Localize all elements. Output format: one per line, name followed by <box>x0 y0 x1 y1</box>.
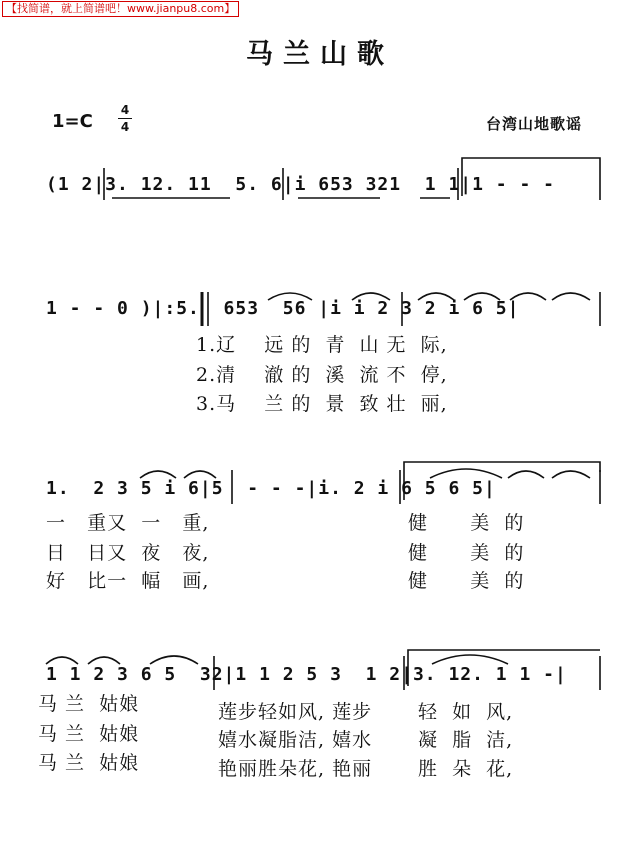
slur <box>184 471 216 478</box>
system-4-lyric-mid-2: 嬉水凝脂洁, 嬉水 <box>218 729 373 751</box>
system-4-lyric-right-1: 轻 如 风, <box>418 701 514 723</box>
song-title: 马兰山歌 <box>246 39 394 70</box>
volta-bracket <box>408 650 600 686</box>
song-source: 台湾山地歌谣 <box>485 115 582 133</box>
system-3-lyric-3: 好 比一 幅 画, <box>46 570 210 592</box>
system-2-notes: 1 - - 0 )|:5. 653 56 |i i 2 3 2 i 6 5| <box>46 298 520 319</box>
slur <box>46 657 78 664</box>
volta-bracket <box>462 158 600 196</box>
system-4-lyric-right-3: 胜 朵 花, <box>418 758 514 780</box>
system-4-lyric-3: 马 兰 姑娘 <box>38 752 140 774</box>
system-2-lyric-1: 1.辽 远 的 青 山 无 际, <box>196 334 448 356</box>
system-3-lyric-right-2: 健 美 的 <box>408 542 525 564</box>
system-4-lyric-1: 马 兰 姑娘 <box>38 693 140 715</box>
system-2-lyric-3: 3.马 兰 的 景 致 壮 丽, <box>196 393 448 415</box>
system-2-lyric-2: 2.清 澈 的 溪 流 不 停, <box>196 364 448 386</box>
system-3-lyric-right-3: 健 美 的 <box>408 570 525 592</box>
slur <box>352 293 390 300</box>
slur <box>150 656 198 664</box>
slur <box>510 293 546 300</box>
key-signature: 1=C <box>52 111 93 132</box>
system-3-lyric-1: 一 重又 一 重, <box>46 512 210 534</box>
volta-bracket <box>404 462 600 500</box>
slur <box>430 469 502 478</box>
system-4-lyric-mid-1: 莲步轻如风, 莲步 <box>218 701 373 723</box>
slur <box>88 657 120 664</box>
site-banner: 【找简谱，就上简谱吧！www.jianpu8.com】 <box>2 1 239 17</box>
system-4-lyric-mid-3: 艳丽胜朵花, 艳丽 <box>218 758 373 780</box>
slur <box>140 471 176 478</box>
system-3-lyric-2: 日 日又 夜 夜, <box>46 542 210 564</box>
system-3-lyric-right-1: 健 美 的 <box>408 512 525 534</box>
system-4-lyric-2: 马 兰 姑娘 <box>38 723 140 745</box>
system-4-lyric-right-2: 凝 脂 洁, <box>418 729 514 751</box>
system-3-notes: 1. 2 3 5 i 6|5 - - -|i. 2 i 6 5 6 5| <box>46 478 496 499</box>
time-signature-bottom: 4 <box>120 120 130 134</box>
slur <box>418 293 454 300</box>
slur <box>268 293 312 300</box>
slur <box>464 293 500 300</box>
time-signature-top: 4 <box>120 103 130 117</box>
slur <box>508 471 544 478</box>
system-1-notes: (1 2|3. 12. 11 5. 6|i 653 321 1 1|1 - - - <box>46 174 555 195</box>
slur <box>432 655 508 664</box>
system-4-notes: 1 1 2 3 6 5 32|1 1 2 5 3 1 2|3. 12. 1 1 -| <box>46 664 567 685</box>
slur <box>552 293 590 300</box>
slur <box>552 471 590 478</box>
